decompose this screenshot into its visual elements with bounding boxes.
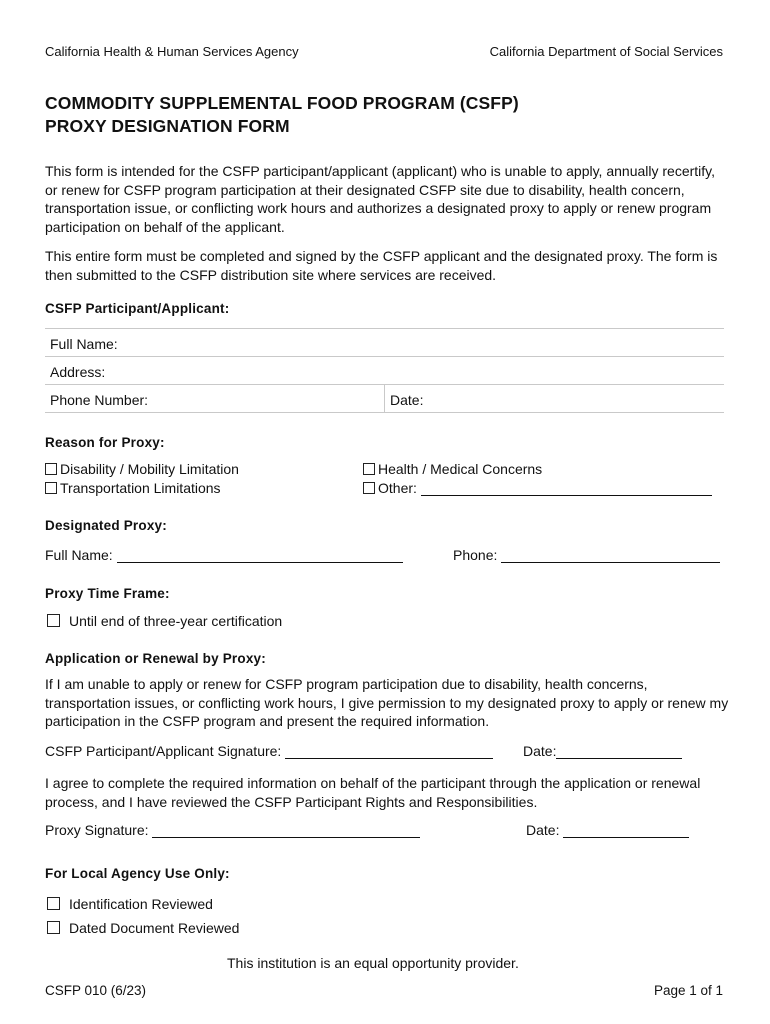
proxy-signature-input[interactable] bbox=[152, 823, 420, 838]
reason-option-other[interactable] bbox=[363, 480, 712, 496]
proxy-signature-row bbox=[45, 822, 420, 838]
application-statement: If I am unable to apply or renew for CSFP program participation due to disability, health concerns, transportation issues, or conflicting work hours, I give permission to my designated proxy to apply or renew my participation in the CSFP program and present the required information. bbox=[45, 676, 729, 729]
proxy-agreement-statement: I agree to complete the required information on behalf of the participant through the application or renewal process, and I have reviewed the CSFP Participant Rights and Responsibilities. bbox=[45, 775, 701, 810]
applicant-signature-input[interactable] bbox=[285, 744, 493, 759]
checkbox-icon[interactable] bbox=[45, 463, 57, 475]
applicant-signature-date-label: Date: bbox=[523, 743, 557, 759]
checkbox-icon[interactable] bbox=[47, 921, 60, 934]
agency-option-identification[interactable] bbox=[47, 896, 213, 912]
proxy-full-name-label: Full Name: bbox=[45, 547, 113, 563]
proxy-signature-date-row bbox=[526, 822, 689, 838]
page-number: Page 1 of 1 bbox=[653, 983, 723, 998]
applicant-address-label: Address: bbox=[50, 364, 106, 380]
page-header bbox=[45, 44, 725, 60]
time-frame-option[interactable] bbox=[47, 613, 282, 629]
applicant-address-field[interactable] bbox=[45, 357, 724, 385]
form-title-line1: COMMODITY SUPPLEMENTAL FOOD PROGRAM (CSFP) bbox=[45, 93, 519, 113]
reason-option-label: Disability / Mobility Limitation bbox=[60, 461, 239, 477]
reason-option-label: Other: bbox=[378, 480, 417, 496]
proxy-signature-label: Proxy Signature: bbox=[45, 822, 149, 838]
intro-paragraph-1: This form is intended for the CSFP participant/applicant (applicant) who is unable to apply, annually recertify, or renew for CSFP program participation at their designated CSFP site due to disability, health concern, transportation issue, or conflicting work hours and authorizes a designated proxy to apply or renew program participation on behalf of the applicant. bbox=[45, 163, 716, 235]
applicant-signature-row bbox=[45, 743, 493, 759]
form-page bbox=[45, 0, 729, 1024]
other-reason-input[interactable] bbox=[421, 481, 712, 496]
form-title-line2: PROXY DESIGNATION FORM bbox=[45, 116, 290, 136]
agency-option-label: Dated Document Reviewed bbox=[69, 920, 240, 936]
time-frame-option-label: Until end of three-year certification bbox=[69, 613, 283, 629]
proxy-phone-row bbox=[453, 547, 720, 563]
proxy-full-name-row bbox=[45, 547, 403, 563]
checkbox-icon[interactable] bbox=[47, 614, 60, 627]
applicant-full-name-label: Full Name: bbox=[50, 336, 118, 352]
applicant-date-label[interactable]: Date: bbox=[390, 392, 424, 408]
proxy-phone-label: Phone: bbox=[453, 547, 498, 563]
reason-section-heading: Reason for Proxy: bbox=[45, 435, 165, 450]
checkbox-icon[interactable] bbox=[363, 463, 375, 475]
reason-option-disability[interactable] bbox=[45, 461, 239, 477]
applicant-signature-date-input[interactable] bbox=[556, 744, 682, 759]
applicant-signature-date-row bbox=[523, 743, 682, 759]
applicant-info-table bbox=[45, 328, 724, 413]
checkbox-icon[interactable] bbox=[363, 482, 375, 494]
proxy-full-name-input[interactable] bbox=[117, 548, 403, 563]
agency-name-left: California Health & Human Services Agency bbox=[45, 44, 299, 59]
checkbox-icon[interactable] bbox=[45, 482, 57, 494]
applicant-full-name-field[interactable] bbox=[45, 329, 724, 357]
reason-option-health[interactable] bbox=[363, 461, 542, 477]
proxy-signature-date-label: Date: bbox=[526, 822, 560, 838]
agency-name-right: California Department of Social Services bbox=[489, 44, 723, 59]
reason-option-transportation[interactable] bbox=[45, 480, 221, 496]
proxy-signature-date-input[interactable] bbox=[563, 823, 689, 838]
applicant-phone-label[interactable]: Phone Number: bbox=[50, 392, 149, 408]
intro-paragraph-2: This entire form must be completed and signed by the CSFP applicant and the designated proxy. The form is then submitted to the CSFP distribution site where services are received. bbox=[45, 248, 718, 283]
agency-option-label: Identification Reviewed bbox=[69, 896, 213, 912]
applicant-phone-date-row bbox=[45, 385, 724, 413]
agency-use-section-heading: For Local Agency Use Only: bbox=[45, 866, 230, 881]
reason-option-label: Health / Medical Concerns bbox=[378, 461, 543, 477]
applicant-section-heading: CSFP Participant/Applicant: bbox=[45, 301, 230, 316]
proxy-phone-input[interactable] bbox=[501, 548, 720, 563]
application-section-heading: Application or Renewal by Proxy: bbox=[45, 651, 266, 666]
cell-divider bbox=[384, 385, 385, 412]
form-title bbox=[45, 92, 519, 138]
checkbox-icon[interactable] bbox=[47, 897, 60, 910]
equal-opportunity-statement: This institution is an equal opportunity provider. bbox=[227, 955, 519, 971]
proxy-section-heading: Designated Proxy: bbox=[45, 518, 167, 533]
applicant-signature-label: CSFP Participant/Applicant Signature: bbox=[45, 743, 282, 759]
form-id: CSFP 010 (6/23) bbox=[45, 983, 147, 998]
reason-option-label: Transportation Limitations bbox=[60, 480, 221, 496]
time-frame-section-heading: Proxy Time Frame: bbox=[45, 586, 170, 601]
agency-option-dated-document[interactable] bbox=[47, 920, 239, 936]
